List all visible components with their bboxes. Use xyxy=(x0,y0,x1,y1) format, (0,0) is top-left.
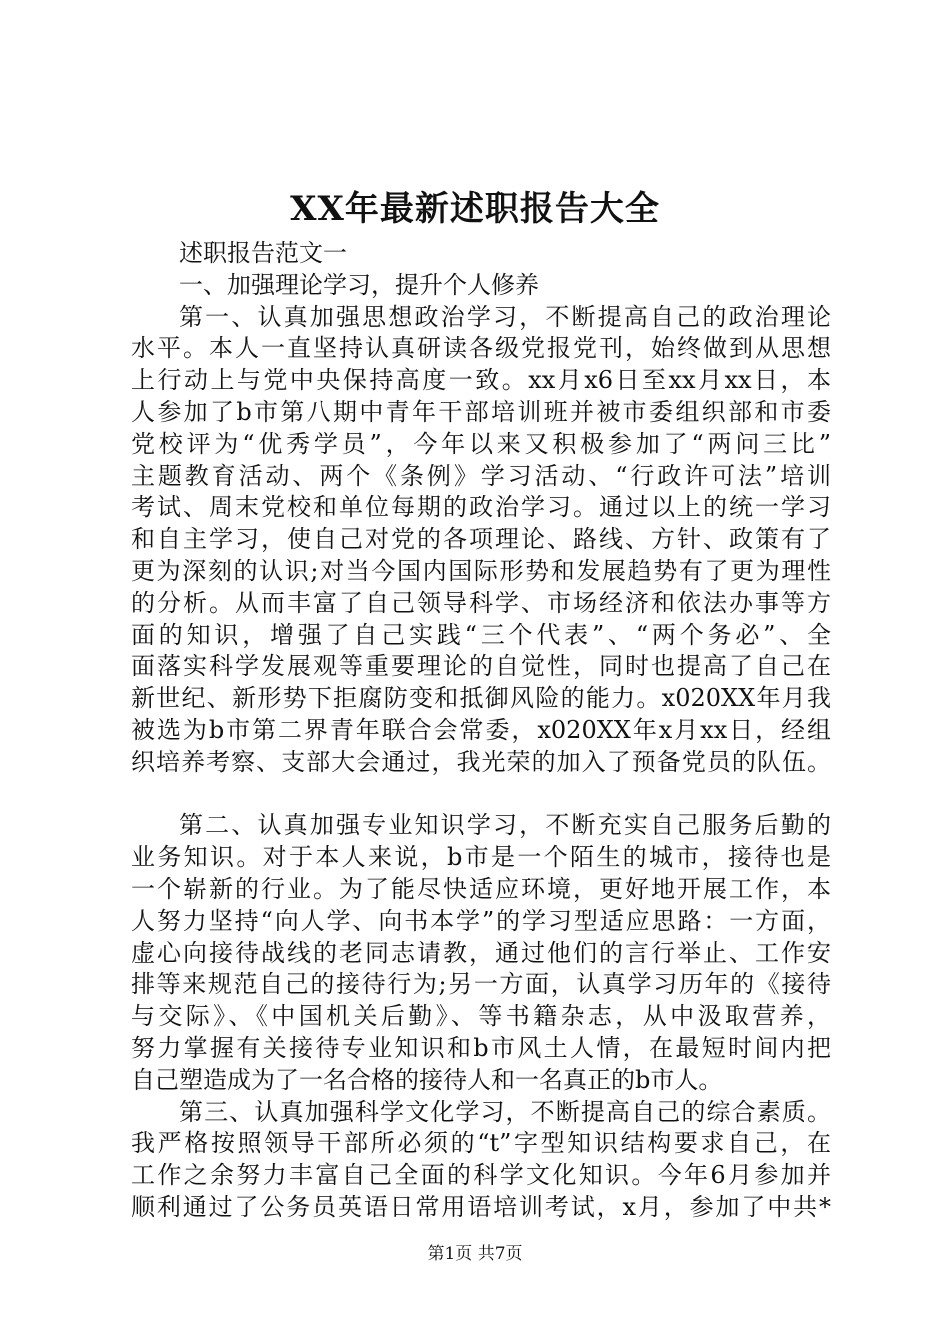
paragraph-line: 新世纪、新形势下拒腐防变和抵御风险的能力。x020XX年月我 xyxy=(131,684,831,713)
paragraph-line: 一个崭新的行业。为了能尽快适应环境，更好地开展工作，本 xyxy=(131,874,831,903)
paragraph-line: 织培养考察、支部大会通过，我光荣的加入了预备党员的队伍。 xyxy=(131,747,831,776)
paragraph-line: 考试、周末党校和单位每期的政治学习。通过以上的统一学习 xyxy=(131,493,831,522)
paragraph-line: 我严格按照领导干部所必须的“t”字型知识结构要求自己，在 xyxy=(131,1129,831,1158)
paragraph-line: 第三、认真加强科学文化学习，不断提高自己的综合素质。 xyxy=(179,1097,831,1126)
section-heading: 述职报告范文一 xyxy=(179,239,347,267)
paragraph-line: 努力掌握有关接待专业知识和b市风土人情，在最短时间内把 xyxy=(131,1033,831,1062)
paragraph-line: 党校评为“优秀学员”，今年以来又积极参加了“两问三比” xyxy=(131,429,831,458)
paragraph-line: 排等来规范自己的接待行为;另一方面，认真学习历年的《接待 xyxy=(131,970,831,999)
paragraph-line: 业务知识。对于本人来说，b市是一个陌生的城市，接待也是 xyxy=(131,843,831,872)
paragraph-line: 主题教育活动、两个《条例》学习活动、“行政许可法”培训 xyxy=(131,461,831,490)
paragraph-spacer xyxy=(131,779,831,811)
paragraph-line: 上行动上与党中央保持高度一致。xx月x6日至xx月xx日，本 xyxy=(131,366,831,395)
paragraph-line: 顺利通过了公务员英语日常用语培训考试，x月，参加了中共* xyxy=(131,1192,831,1221)
paragraph-line: 的分析。从而丰富了自己领导科学、市场经济和依法办事等方 xyxy=(131,588,831,617)
paragraph-line: 自己塑造成为了一名合格的接待人和一名真正的b市人。 xyxy=(131,1065,723,1094)
page-indicator: 第1页 共7页 xyxy=(427,1244,523,1264)
paragraph-line: 人努力坚持“向人学、向书本学”的学习型适应思路：一方面， xyxy=(131,906,831,935)
paragraph-line: 和自主学习，使自己对党的各项理论、路线、方针、政策有了 xyxy=(131,525,831,554)
document-title: XX年最新述职报告大全 xyxy=(290,189,660,229)
paragraph-line: 更为深刻的认识;对当今国内国际形势和发展趋势有了更为理性 xyxy=(131,556,831,585)
paragraph-line: 第二、认真加强专业知识学习，不断充实自己服务后勤的 xyxy=(179,811,831,840)
paragraph-line: 人参加了b市第八期中青年干部培训班并被市委组织部和市委 xyxy=(131,397,831,426)
paragraph-line: 面的知识，增强了自己实践“三个代表”、“两个务必”、全 xyxy=(131,620,831,649)
paragraph-line: 工作之余努力丰富自己全面的科学文化知识。今年6月参加并 xyxy=(131,1161,831,1190)
paragraph-line: 与交际》、《中国机关后勤》、等书籍杂志，从中汲取营养， xyxy=(131,1002,831,1031)
paragraph-line: 第一、认真加强思想政治学习，不断提高自己的政治理论 xyxy=(179,302,831,331)
paragraph-line: 虚心向接待战线的老同志请教，通过他们的言行举止、工作安 xyxy=(131,938,831,967)
paragraph-line: 面落实科学发展观等重要理论的自觉性，同时也提高了自己在 xyxy=(131,652,831,681)
paragraph-line: 被选为b市第二界青年联合会常委，x020XX年x月xx日，经组 xyxy=(131,715,831,744)
document-body xyxy=(131,238,831,1224)
paragraph-line: 水平。本人一直坚持认真研读各级党报党刊，始终做到从思想 xyxy=(131,334,831,363)
subsection-heading: 一、加强理论学习，提升个人修养 xyxy=(179,270,539,299)
